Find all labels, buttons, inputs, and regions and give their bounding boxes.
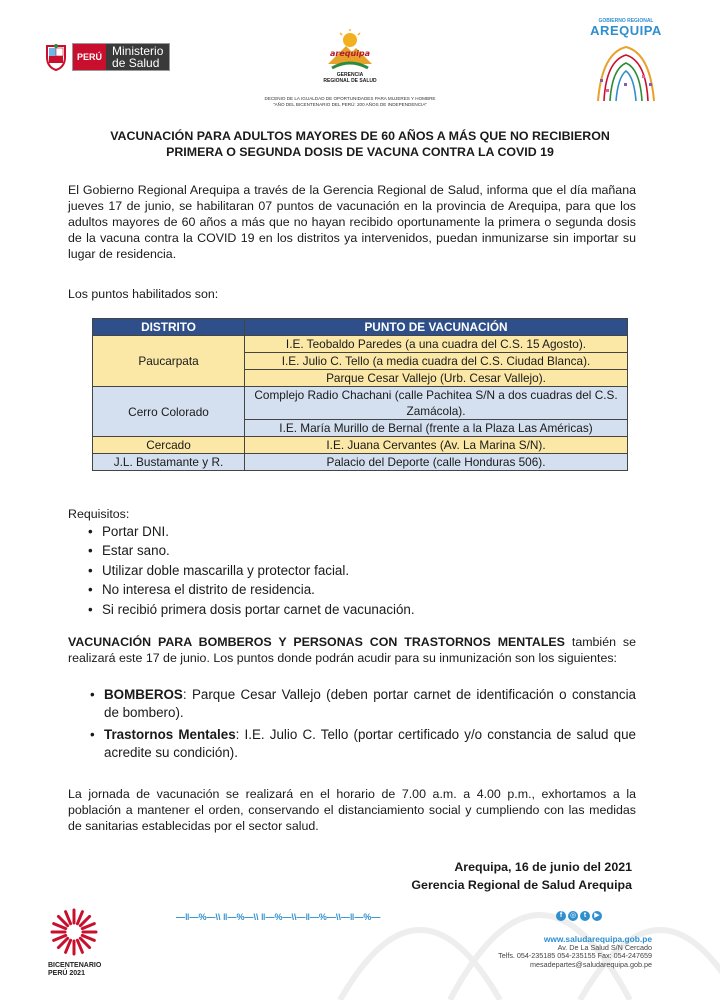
signature-block	[300, 858, 632, 894]
point-cell: I.E. María Murillo de Bernal (frente a la Plaza Las Américas)	[245, 420, 628, 437]
burst-ray	[66, 912, 71, 924]
facebook-icon[interactable]: f	[556, 911, 566, 921]
table-row	[93, 336, 628, 353]
gobierno-regional-logo	[588, 18, 664, 103]
instagram-icon[interactable]: ◎	[569, 912, 577, 919]
point-cell: I.E. Teobaldo Paredes (a una cuadra del C.S. 15 Agosto).	[245, 336, 628, 353]
point-cell: Parque Cesar Vallejo (Urb. Cesar Vallejo).	[245, 370, 628, 387]
burst-ray	[82, 935, 94, 940]
gerencia-line1: GERENCIA	[336, 72, 364, 78]
twitter-icon[interactable]: t	[580, 911, 590, 921]
list-item	[104, 686, 636, 722]
district-cell: Cerro Colorado	[93, 387, 245, 437]
table-header-row	[93, 319, 628, 336]
burst-ray	[54, 935, 66, 940]
district-cell: J.L. Bustamante y R.	[93, 454, 245, 471]
district-cell: Cercado	[93, 437, 245, 454]
list-item: • Portar DNI.	[102, 522, 415, 541]
list-item: • Utilizar doble mascarilla y protector facial.	[102, 561, 415, 580]
decenio-slogan	[220, 96, 480, 108]
grupos-list	[68, 686, 636, 766]
title-line2: PRIMERA O SEGUNDA DOSIS DE VACUNA CONTRA LA COVID 19	[166, 145, 554, 159]
bomberos-rest: también se realizará este 17 de junio. Los puntos donde podrán acudir para su inmunización son los siguientes:	[68, 635, 636, 665]
gobierno-emblem-icon	[594, 39, 658, 103]
table-row	[93, 387, 628, 420]
point-cell: I.E. Julio C. Tello (a media cuadra del C.S. Ciudad Blanca).	[245, 353, 628, 370]
signature-line2: Gerencia Regional de Salud Arequipa	[411, 878, 632, 892]
decenio-line1: DECENIO DE LA IGUALDAD DE OPORTUNIDADES PARA MUJERES Y HOMBRE	[264, 96, 436, 101]
peru-label: PERÚ	[73, 44, 106, 70]
list-item: • Estar sano.	[102, 541, 415, 560]
intro-paragraph: El Gobierno Regional Arequipa a través de la Gerencia Regional de Salud, informa que el día mañana jueves 17 de junio, se habilitaran 07 puntos de vacunación en la provincia de Arequipa, para que los adultos mayores de 60 años a más que no hayan recibido oportunamente la primera o segunda dosis de la vacuna contra la COVID 19 en los distritos ya intervenidos, puedan inmunizarse sin importar su lugar de residencia.	[68, 183, 636, 261]
watermark-arches-icon	[330, 820, 720, 1000]
grupo-text: : Parque Cesar Vallejo (deben portar carnet de identificación o constancia de bombero).	[104, 687, 636, 720]
burst-ray	[82, 924, 94, 929]
ministerio-line1: Ministerio	[112, 44, 164, 58]
col-header-distrito: DISTRITO	[93, 319, 245, 336]
arequipa-logo-word: arequipa	[329, 49, 371, 58]
grupo-text: : I.E. Julio C. Tello (portar certificado y/o constancia de salud que acredite su condición).	[104, 727, 637, 760]
social-links	[556, 911, 602, 921]
burst-ray	[80, 938, 89, 947]
decenio-line2: "AÑO DEL BICENTENARIO DEL PERÚ: 200 AÑOS DE INDEPENDENCIA"	[272, 102, 428, 107]
bicentenario-burst-icon	[48, 902, 100, 962]
bomberos-paragraph	[68, 634, 636, 666]
closing-paragraph: La jornada de vacunación se realizará en el horario de 7.00 a.m. a 4.00 p.m., exhortamos a la población a mantener el orden, conservando el distanciamiento social y cumpliendo con las medidas de sanitarias establecidas por el sector salud.	[68, 787, 636, 833]
point-cell: I.E. Juana Cervantes (Av. La Marina S/N).	[245, 437, 628, 454]
gerencia-line2: REGIONAL DE SALUD	[323, 78, 377, 84]
bicentenario-logo	[48, 902, 118, 978]
title-line1: VACUNACIÓN PARA ADULTOS MAYORES DE 60 AÑOS A MÁS QUE NO RECIBIERON	[110, 129, 610, 143]
requisitos-label: Requisitos:	[68, 507, 130, 521]
point-cell: Complejo Radio Chachani (calle Pachitea S/N a dos cuadras del C.S. Zamácola).	[245, 387, 628, 420]
burst-ray	[54, 924, 66, 929]
website-link[interactable]: www.saludarequipa.gob.pe	[543, 934, 652, 944]
bicentenario-line1: BICENTENARIO	[48, 962, 102, 969]
list-item: • Si recibió primera dosis portar carnet de vacunación.	[102, 600, 415, 619]
col-header-punto: PUNTO DE VACUNACIÓN	[245, 319, 628, 336]
burst-ray	[77, 912, 82, 924]
list-item	[104, 726, 636, 762]
grupo-label: Trastornos Mentales	[104, 727, 236, 742]
grupo-label: BOMBEROS	[104, 687, 183, 702]
minsa-brand	[72, 43, 170, 71]
burst-ray	[58, 938, 67, 947]
footer-contact	[420, 935, 652, 969]
table-row	[93, 437, 628, 454]
burst-ray	[77, 940, 82, 952]
burst-ray	[80, 916, 89, 925]
footer-phones: Telfs. 054-235185 054-235155 Fax: 054-247659	[498, 951, 652, 961]
burst-ray	[66, 940, 71, 952]
bomberos-heading: VACUNACIÓN PARA BOMBEROS Y PERSONAS CON TRASTORNOS MENTALES	[68, 635, 565, 649]
footer-divider: —‖—%—\\ ‖—%—\\ ‖—%—\\—‖—%—\\—‖—%—	[176, 912, 381, 922]
gobierno-name: AREQUIPA	[590, 23, 662, 38]
ministerio-label	[106, 44, 169, 70]
peru-shield-icon	[44, 43, 68, 71]
gerencia-logo	[240, 28, 460, 84]
document-title	[68, 128, 652, 160]
youtube-icon[interactable]: ▶	[592, 911, 602, 921]
burst-ray	[58, 916, 67, 925]
table-row	[93, 454, 628, 471]
minsa-logo	[44, 43, 170, 71]
point-cell: Palacio del Deporte (calle Honduras 506).	[245, 454, 628, 471]
gobierno-top: GOBIERNO REGIONAL	[598, 18, 654, 24]
signature-line1: Arequipa, 16 de junio del 2021	[454, 860, 632, 874]
bicentenario-line2: PERÚ 2021	[48, 970, 85, 977]
list-item: • No interesa el distrito de residencia.	[102, 580, 415, 599]
ministerio-line2: de Salud	[112, 56, 160, 70]
requisitos-list	[68, 522, 415, 619]
arequipa-volcano-logo-icon	[322, 28, 378, 72]
puntos-intro: Los puntos habilitados son:	[68, 287, 219, 301]
district-cell: Paucarpata	[93, 336, 245, 387]
footer-address: Av. De La Salud S/N Cercado	[557, 942, 652, 952]
footer-email[interactable]: mesadepartes@saludarequipa.gob.pe	[530, 959, 652, 969]
vaccination-points-table	[92, 318, 628, 471]
